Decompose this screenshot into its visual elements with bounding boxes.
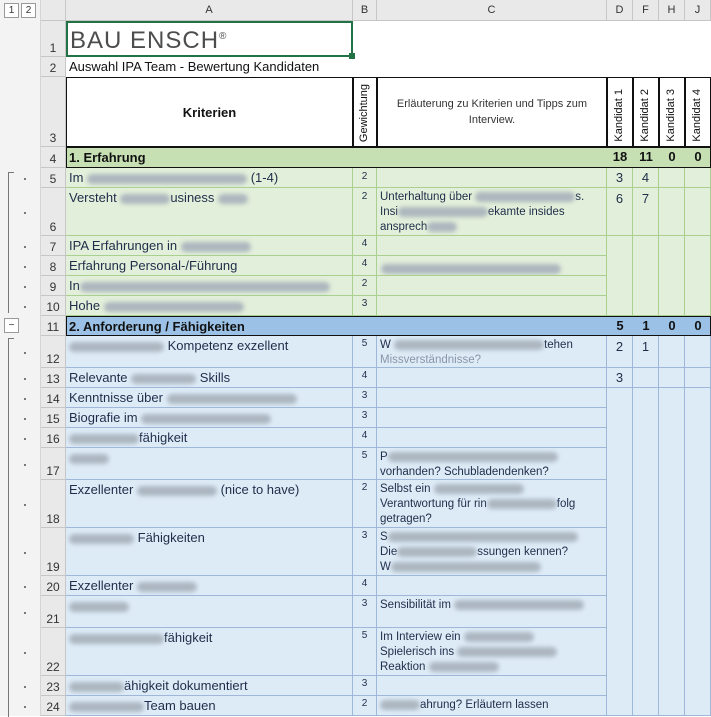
row-header[interactable]: 15 (41, 408, 66, 428)
section-2-k2[interactable]: 1 (642, 318, 650, 333)
row-header[interactable]: 10 (41, 296, 66, 316)
row-header[interactable]: 6 (41, 188, 66, 236)
row-header[interactable]: 1 (41, 21, 66, 57)
sheet-title[interactable]: Auswahl IPA Team - Bewertung Kandidaten (69, 59, 320, 74)
explanation-cell[interactable] (377, 428, 607, 448)
weight-cell[interactable]: 4 (353, 576, 377, 596)
section-1-k3[interactable]: 0 (668, 149, 676, 164)
row-header[interactable]: 7 (41, 236, 66, 256)
column-header-f[interactable]: F (633, 0, 659, 21)
section-2-k4[interactable]: 0 (694, 318, 702, 333)
criteria-cell[interactable]: fähigkeit (66, 428, 353, 448)
criteria-cell[interactable]: Exzellenter (nice to have) (66, 480, 353, 528)
header-candidate-2[interactable]: Kandidat 2 (633, 77, 659, 147)
outline-level-2-button[interactable]: 2 (21, 3, 36, 18)
row-header[interactable]: 5 (41, 168, 66, 188)
row-header[interactable]: 13 (41, 368, 66, 388)
explanation-cell[interactable]: Sensibilität im (377, 596, 607, 628)
weight-cell[interactable]: 3 (353, 596, 377, 628)
row-header[interactable]: 20 (41, 576, 66, 596)
score-cell[interactable] (633, 368, 659, 388)
score-cell[interactable] (685, 188, 711, 236)
section-1-k1[interactable]: 18 (612, 149, 628, 164)
row-header[interactable]: 9 (41, 276, 66, 296)
criteria-cell[interactable]: Biografie im (66, 408, 353, 428)
score-cell[interactable]: 2 (607, 336, 633, 368)
weight-cell[interactable]: 2 (353, 480, 377, 528)
score-cell[interactable] (685, 388, 711, 716)
outline-gutter (0, 0, 41, 716)
outline-dot (24, 398, 26, 400)
explanation-cell[interactable]: S Die ssungen kennen? W (377, 528, 607, 576)
column-header-c[interactable]: C (377, 0, 607, 21)
row-header[interactable]: 12 (41, 336, 66, 368)
score-cell[interactable] (685, 236, 711, 316)
score-cell[interactable] (607, 236, 633, 316)
score-cell[interactable] (633, 388, 659, 716)
selected-cell-a1[interactable] (66, 21, 353, 57)
outline-dot (24, 352, 26, 354)
outline-dot (24, 706, 26, 708)
row-header[interactable]: 23 (41, 676, 66, 696)
weight-cell[interactable]: 2 (353, 276, 377, 296)
criteria-cell[interactable]: Team bauen (66, 696, 353, 716)
weight-cell[interactable]: 2 (353, 168, 377, 188)
group-bracket-2 (8, 338, 14, 717)
weight-cell[interactable]: 2 (353, 188, 377, 236)
criteria-cell[interactable]: Hohe (66, 296, 353, 316)
row-header[interactable]: 19 (41, 528, 66, 576)
explanation-cell[interactable]: ahrung? Erläutern lassen (377, 696, 607, 716)
explanation-cell[interactable] (377, 676, 607, 696)
column-header-d[interactable]: D (607, 0, 633, 21)
column-header-a[interactable]: A (66, 0, 353, 21)
weight-cell[interactable]: 5 (353, 448, 377, 480)
weight-cell[interactable]: 3 (353, 528, 377, 576)
weight-cell[interactable]: 4 (353, 428, 377, 448)
weight-cell[interactable]: 3 (353, 388, 377, 408)
outline-dot (24, 286, 26, 288)
criteria-cell[interactable]: Kenntnisse über (66, 388, 353, 408)
section-2-label[interactable]: 2. Anforderung / Fähigkeiten (69, 319, 245, 334)
row-header[interactable]: 2 (41, 57, 66, 77)
outline-dot (24, 378, 26, 380)
score-cell[interactable]: 4 (633, 168, 659, 188)
criteria-cell[interactable]: Erfahrung Personal-/Führung (66, 256, 353, 276)
score-cell[interactable] (685, 336, 711, 368)
score-cell[interactable] (659, 336, 685, 368)
score-cell[interactable]: 7 (633, 188, 659, 236)
score-cell[interactable] (659, 368, 685, 388)
column-header-h[interactable]: H (659, 0, 685, 21)
outline-dot (24, 306, 26, 308)
outline-dot (24, 686, 26, 688)
column-header-b[interactable]: B (353, 0, 377, 21)
explanation-cell[interactable]: P vorhanden? Schubladendenken? (377, 448, 607, 480)
score-cell[interactable]: 1 (633, 336, 659, 368)
criteria-cell[interactable] (66, 596, 353, 628)
outline-dot (24, 246, 26, 248)
explanation-cell[interactable] (377, 368, 607, 388)
section-2-k3[interactable]: 0 (668, 318, 676, 333)
criteria-cell[interactable]: Relevante Skills (66, 368, 353, 388)
explanation-cell[interactable]: Selbst ein Verantwortung für rin folg getragen? (377, 480, 607, 528)
header-weight[interactable]: Gewichtung (353, 77, 377, 147)
company-logo: BAU ENSCH® (70, 27, 228, 54)
row-header[interactable]: 8 (41, 256, 66, 276)
weight-cell[interactable]: 3 (353, 408, 377, 428)
criteria-cell[interactable]: IPA Erfahrungen in (66, 236, 353, 256)
score-cell[interactable]: 3 (607, 168, 633, 188)
outline-dot (24, 652, 26, 654)
score-cell[interactable] (685, 368, 711, 388)
row-header[interactable]: 11 (41, 316, 66, 336)
header-criteria[interactable]: Kriterien (66, 77, 353, 147)
weight-cell[interactable]: 3 (353, 676, 377, 696)
outline-dot (24, 586, 26, 588)
score-cell[interactable]: 3 (607, 368, 633, 388)
section-1-k4[interactable]: 0 (694, 149, 702, 164)
score-cell[interactable]: 6 (607, 188, 633, 236)
outline-dot (24, 464, 26, 466)
weight-cell[interactable]: 2 (353, 696, 377, 716)
explanation-cell[interactable] (377, 168, 607, 188)
weight-cell[interactable]: 5 (353, 336, 377, 368)
section-2-k1[interactable]: 5 (616, 318, 624, 333)
row-header[interactable]: 22 (41, 628, 66, 676)
criteria-cell[interactable]: Fähigkeiten (66, 528, 353, 576)
group-bracket-1 (8, 172, 14, 313)
row-header[interactable]: 16 (41, 428, 66, 448)
row-header[interactable]: 14 (41, 388, 66, 408)
section-1-k2[interactable]: 11 (639, 149, 653, 164)
outline-dot (24, 418, 26, 420)
criteria-cell[interactable]: In (66, 276, 353, 296)
weight-cell[interactable]: 4 (353, 368, 377, 388)
header-explanation[interactable]: Erläuterung zu Kriterien und Tipps zum Interview. (377, 77, 607, 147)
outline-dot (24, 212, 26, 214)
criteria-cell[interactable]: ähigkeit dokumentiert (66, 676, 353, 696)
collapse-group-button[interactable]: − (4, 318, 19, 333)
explanation-cell[interactable] (377, 236, 607, 256)
explanation-cell[interactable] (377, 296, 607, 316)
explanation-cell[interactable]: W tehen Missverständnisse? (377, 336, 607, 368)
row-header[interactable]: 17 (41, 448, 66, 480)
explanation-cell[interactable] (377, 388, 607, 408)
row-header[interactable]: 18 (41, 480, 66, 528)
score-cell[interactable] (659, 188, 685, 236)
criteria-cell[interactable] (66, 448, 353, 480)
outline-dot (24, 504, 26, 506)
weight-cell[interactable]: 5 (353, 628, 377, 676)
row-header[interactable]: 4 (41, 147, 66, 168)
row-header[interactable]: 21 (41, 596, 66, 628)
outline-dot (24, 178, 26, 180)
score-cell[interactable] (633, 236, 659, 316)
outline-dot (24, 266, 26, 268)
header-candidate-1[interactable]: Kandidat 1 (607, 77, 633, 147)
criteria-cell[interactable]: Versteht usiness (66, 188, 353, 236)
header-candidate-4[interactable]: Kandidat 4 (685, 77, 711, 147)
outline-dot (24, 612, 26, 614)
criteria-cell[interactable]: Kompetenz exzellent (66, 336, 353, 368)
criteria-cell[interactable]: Im (1-4) (66, 168, 353, 188)
criteria-cell[interactable]: fähigkeit (66, 628, 353, 676)
explanation-cell[interactable]: Unterhaltung über s. Insi ekamte insides ansprech (377, 188, 607, 236)
explanation-cell[interactable] (377, 408, 607, 428)
outline-dot (24, 438, 26, 440)
section-1-label[interactable]: 1. Erfahrung (69, 150, 146, 165)
explanation-cell[interactable] (377, 576, 607, 596)
score-cell[interactable] (659, 168, 685, 188)
select-all-corner[interactable] (41, 0, 66, 21)
score-cell[interactable] (685, 168, 711, 188)
score-cell[interactable] (659, 388, 685, 716)
outline-dot (24, 552, 26, 554)
row-header[interactable]: 24 (41, 696, 66, 716)
header-candidate-3[interactable]: Kandidat 3 (659, 77, 685, 147)
score-cell[interactable] (607, 388, 633, 716)
row-header[interactable]: 3 (41, 77, 66, 147)
score-cell[interactable] (659, 236, 685, 316)
explanation-cell[interactable]: Im Interview ein Spielerisch ins Reaktion (377, 628, 607, 676)
weight-cell[interactable]: 4 (353, 236, 377, 256)
explanation-cell[interactable] (377, 256, 607, 276)
weight-cell[interactable]: 3 (353, 296, 377, 316)
explanation-cell[interactable] (377, 276, 607, 296)
column-header-j[interactable]: J (685, 0, 711, 21)
weight-cell[interactable]: 4 (353, 256, 377, 276)
outline-level-1-button[interactable]: 1 (4, 3, 19, 18)
criteria-cell[interactable]: Exzellenter (66, 576, 353, 596)
